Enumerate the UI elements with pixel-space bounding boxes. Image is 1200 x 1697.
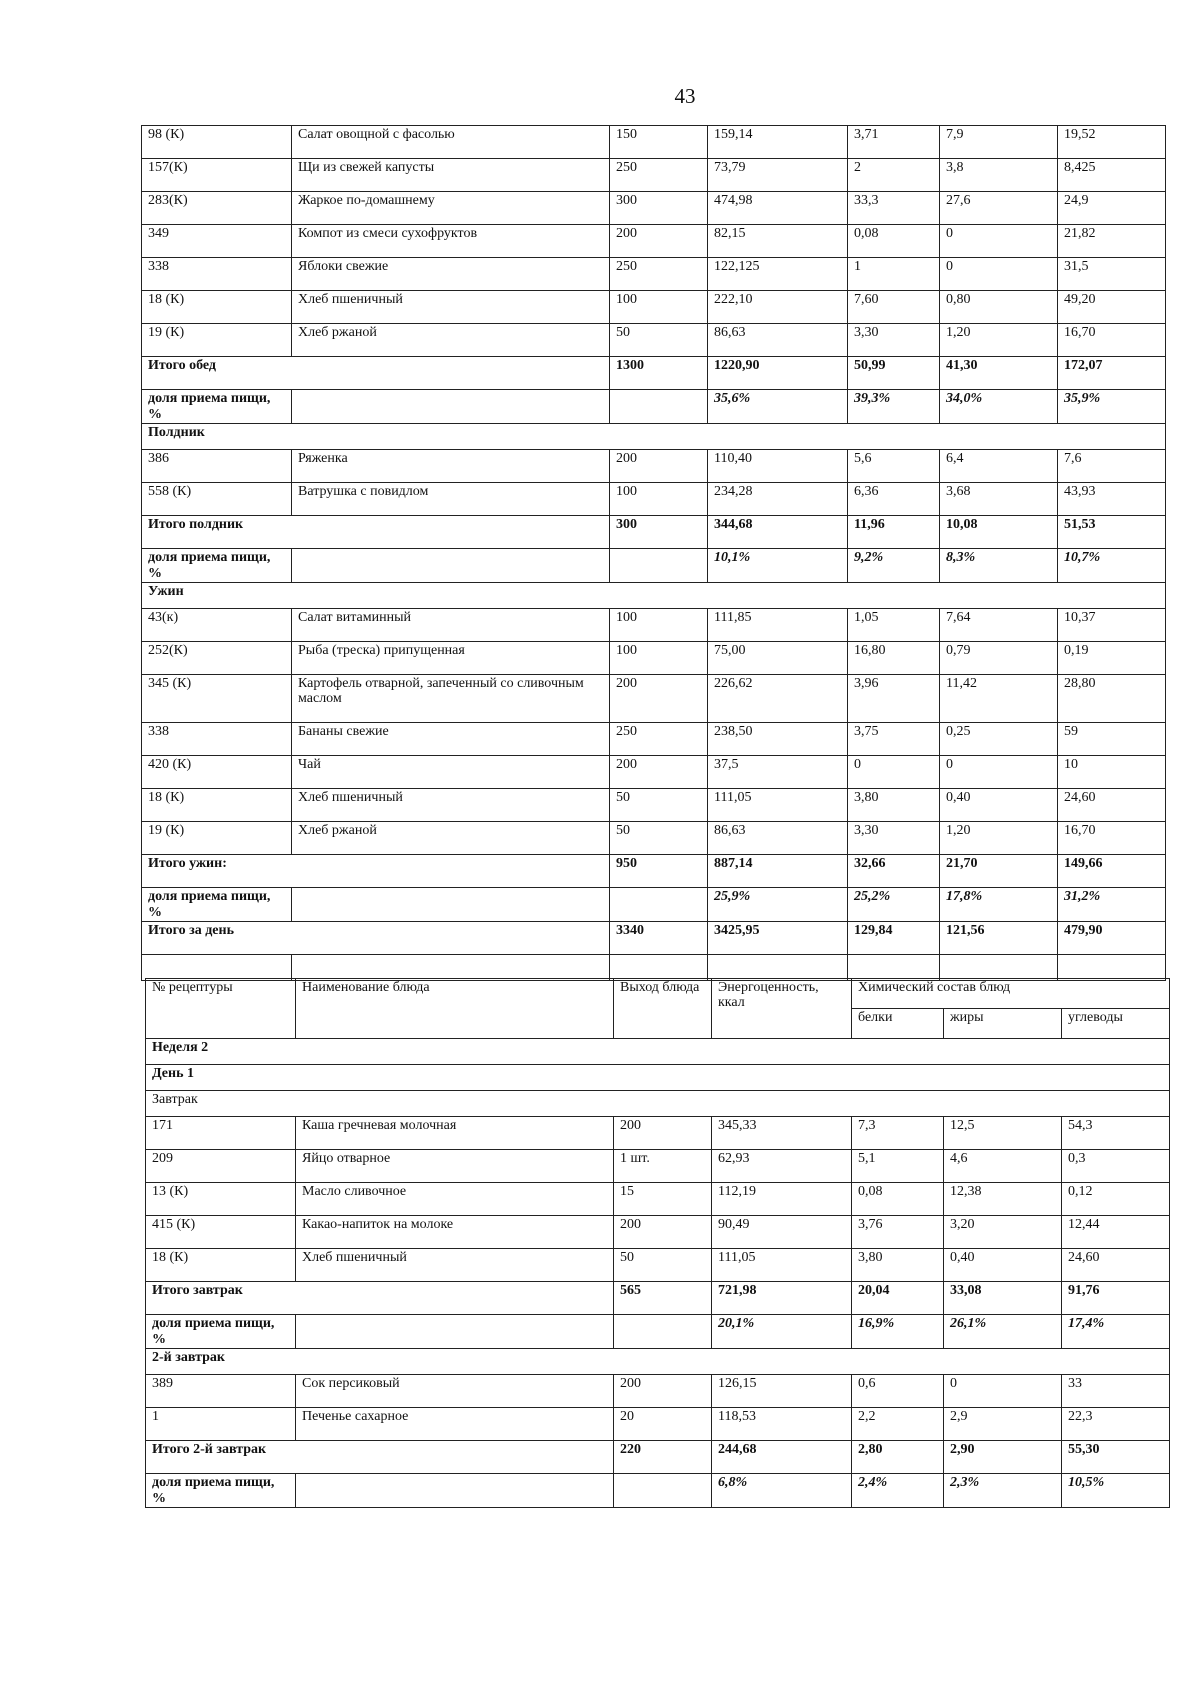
dish-weight: 250: [610, 723, 708, 756]
dish-fat: 0: [940, 258, 1058, 291]
dish-row: [142, 324, 1166, 357]
dish-weight: 100: [610, 609, 708, 642]
dish-protein: 6,36: [848, 483, 940, 516]
share-protein: 39,3%: [848, 390, 940, 424]
dish-energy: 111,85: [708, 609, 848, 642]
dish-weight: 100: [610, 483, 708, 516]
section-row: [146, 1039, 1170, 1065]
dish-carbs: 7,6: [1058, 450, 1166, 483]
share-carbs: 35,9%: [1058, 390, 1166, 424]
total-label: Итого полдник: [142, 516, 610, 549]
recipe-code: 338: [142, 723, 292, 756]
blank-cell: [708, 955, 848, 981]
dish-row: [142, 159, 1166, 192]
dish-row: [142, 483, 1166, 516]
dish-energy: 222,10: [708, 291, 848, 324]
header-name: Наименование блюда: [296, 979, 614, 1039]
total-row: [146, 1441, 1170, 1474]
share-carbs: 17,4%: [1062, 1315, 1170, 1349]
dish-name: Яйцо отварное: [296, 1150, 614, 1183]
dish-energy: 118,53: [712, 1408, 852, 1441]
dish-name: Ряженка: [292, 450, 610, 483]
share-protein: 16,9%: [852, 1315, 944, 1349]
dish-name: Бананы свежие: [292, 723, 610, 756]
dish-name: Хлеб ржаной: [292, 324, 610, 357]
total-fat: 2,90: [944, 1441, 1062, 1474]
dish-energy: 86,63: [708, 822, 848, 855]
dish-weight: 200: [610, 225, 708, 258]
total-energy: 3425,95: [708, 922, 848, 955]
dish-protein: 0,08: [848, 225, 940, 258]
dish-fat: 0,80: [940, 291, 1058, 324]
dish-carbs: 16,70: [1058, 324, 1166, 357]
section-row: [142, 583, 1166, 609]
recipe-code: 345 (К): [142, 675, 292, 723]
share-energy: 20,1%: [712, 1315, 852, 1349]
dish-name: Рыба (треска) припущенная: [292, 642, 610, 675]
dish-fat: 3,8: [940, 159, 1058, 192]
dish-fat: 4,6: [944, 1150, 1062, 1183]
share-energy: 6,8%: [712, 1474, 852, 1508]
dish-energy: 86,63: [708, 324, 848, 357]
recipe-code: 415 (К): [146, 1216, 296, 1249]
dish-energy: 474,98: [708, 192, 848, 225]
dish-name: Хлеб ржаной: [292, 822, 610, 855]
dish-protein: 5,6: [848, 450, 940, 483]
total-carbs: 479,90: [1058, 922, 1166, 955]
dish-fat: 0,40: [944, 1249, 1062, 1282]
dish-fat: 0,40: [940, 789, 1058, 822]
dish-carbs: 33: [1062, 1375, 1170, 1408]
dish-protein: 3,96: [848, 675, 940, 723]
menu-table-bottom: [145, 978, 1170, 1508]
recipe-code: 19 (К): [142, 822, 292, 855]
total-protein: 32,66: [848, 855, 940, 888]
total-energy: 1220,90: [708, 357, 848, 390]
dish-protein: 0,6: [852, 1375, 944, 1408]
dish-weight: 200: [610, 675, 708, 723]
total-weight: 300: [610, 516, 708, 549]
dish-energy: 345,33: [712, 1117, 852, 1150]
dish-row: [146, 1375, 1170, 1408]
dish-name: Картофель отварной, запеченный со сливочным маслом: [292, 675, 610, 723]
header-weight: Выход блюда: [614, 979, 712, 1039]
dish-weight: 20: [614, 1408, 712, 1441]
share-weight-empty: [610, 888, 708, 922]
share-weight-empty: [614, 1315, 712, 1349]
dish-carbs: 0,3: [1062, 1150, 1170, 1183]
dish-row: [146, 1408, 1170, 1441]
share-label: доля приема пищи, %: [146, 1315, 296, 1349]
dish-protein: 2: [848, 159, 940, 192]
total-row: [142, 516, 1166, 549]
total-label: Итого завтрак: [146, 1282, 614, 1315]
section-row: [146, 1349, 1170, 1375]
dish-fat: 3,20: [944, 1216, 1062, 1249]
dish-row: [146, 1216, 1170, 1249]
share-fat: 17,8%: [940, 888, 1058, 922]
total-carbs: 149,66: [1058, 855, 1166, 888]
total-label: Итого за день: [142, 922, 610, 955]
dish-weight: 100: [610, 642, 708, 675]
total-energy: 244,68: [712, 1441, 852, 1474]
menu-table-top: [141, 125, 1166, 981]
share-row: [142, 888, 1166, 922]
dish-protein: 1: [848, 258, 940, 291]
recipe-code: 157(К): [142, 159, 292, 192]
dish-carbs: 10,37: [1058, 609, 1166, 642]
total-protein: 20,04: [852, 1282, 944, 1315]
dish-protein: 3,30: [848, 324, 940, 357]
header-row: [146, 979, 1170, 1009]
dish-name: Хлеб пшеничный: [292, 291, 610, 324]
dish-fat: 12,5: [944, 1117, 1062, 1150]
share-weight-empty: [614, 1474, 712, 1508]
dish-carbs: 43,93: [1058, 483, 1166, 516]
dish-protein: 3,71: [848, 126, 940, 159]
dish-name: Какао-напиток на молоке: [296, 1216, 614, 1249]
dish-carbs: 19,52: [1058, 126, 1166, 159]
total-energy: 721,98: [712, 1282, 852, 1315]
dish-protein: 5,1: [852, 1150, 944, 1183]
share-empty: [296, 1315, 614, 1349]
recipe-code: 18 (К): [142, 291, 292, 324]
dish-carbs: 31,5: [1058, 258, 1166, 291]
dish-row: [142, 756, 1166, 789]
dish-weight: 150: [610, 126, 708, 159]
dish-weight: 300: [610, 192, 708, 225]
dish-row: [142, 450, 1166, 483]
dish-carbs: 0,19: [1058, 642, 1166, 675]
dish-fat: 0: [940, 756, 1058, 789]
dish-carbs: 54,3: [1062, 1117, 1170, 1150]
share-energy: 10,1%: [708, 549, 848, 583]
dish-carbs: 8,425: [1058, 159, 1166, 192]
dish-protein: 2,2: [852, 1408, 944, 1441]
total-weight: 3340: [610, 922, 708, 955]
blank-cell: [610, 955, 708, 981]
dish-carbs: 10: [1058, 756, 1166, 789]
dish-energy: 234,28: [708, 483, 848, 516]
share-carbs: 10,5%: [1062, 1474, 1170, 1508]
dish-weight: 50: [610, 789, 708, 822]
total-weight: 565: [614, 1282, 712, 1315]
dish-weight: 200: [614, 1375, 712, 1408]
dish-carbs: 24,60: [1062, 1249, 1170, 1282]
section-row: [146, 1065, 1170, 1091]
dish-row: [146, 1150, 1170, 1183]
share-label: доля приема пищи, %: [146, 1474, 296, 1508]
dish-protein: 3,80: [852, 1249, 944, 1282]
recipe-code: 98 (К): [142, 126, 292, 159]
dish-row: [142, 723, 1166, 756]
dish-fat: 7,9: [940, 126, 1058, 159]
total-carbs: 172,07: [1058, 357, 1166, 390]
dish-weight: 50: [610, 822, 708, 855]
share-row: [142, 390, 1166, 424]
dish-protein: 3,80: [848, 789, 940, 822]
share-row: [146, 1474, 1170, 1508]
dish-name: Ватрушка с повидлом: [292, 483, 610, 516]
dish-protein: 3,75: [848, 723, 940, 756]
dish-weight: 50: [614, 1249, 712, 1282]
recipe-code: 43(к): [142, 609, 292, 642]
dish-energy: 226,62: [708, 675, 848, 723]
total-protein: 2,80: [852, 1441, 944, 1474]
dish-weight: 200: [614, 1216, 712, 1249]
dish-energy: 112,19: [712, 1183, 852, 1216]
share-fat: 34,0%: [940, 390, 1058, 424]
recipe-code: 558 (К): [142, 483, 292, 516]
dish-name: Компот из смеси сухофруктов: [292, 225, 610, 258]
dish-protein: 0: [848, 756, 940, 789]
header-chem: Химический состав блюд: [852, 979, 1170, 1009]
dish-fat: 0,25: [940, 723, 1058, 756]
dish-weight: 200: [610, 756, 708, 789]
dish-carbs: 0,12: [1062, 1183, 1170, 1216]
dish-fat: 12,38: [944, 1183, 1062, 1216]
share-fat: 2,3%: [944, 1474, 1062, 1508]
total-label: Итого обед: [142, 357, 610, 390]
header-carbs: углеводы: [1062, 1009, 1170, 1039]
dish-energy: 37,5: [708, 756, 848, 789]
dish-carbs: 22,3: [1062, 1408, 1170, 1441]
share-fat: 26,1%: [944, 1315, 1062, 1349]
total-fat: 121,56: [940, 922, 1058, 955]
blank-row: [142, 955, 1166, 981]
dish-fat: 27,6: [940, 192, 1058, 225]
section-label: День 1: [146, 1065, 1170, 1091]
dish-name: Хлеб пшеничный: [296, 1249, 614, 1282]
dish-fat: 1,20: [940, 822, 1058, 855]
share-carbs: 10,7%: [1058, 549, 1166, 583]
total-label: Итого ужин:: [142, 855, 610, 888]
recipe-code: 13 (К): [146, 1183, 296, 1216]
dish-weight: 100: [610, 291, 708, 324]
dish-row: [146, 1249, 1170, 1282]
dish-weight: 250: [610, 258, 708, 291]
dish-carbs: 16,70: [1058, 822, 1166, 855]
recipe-code: 252(К): [142, 642, 292, 675]
total-fat: 21,70: [940, 855, 1058, 888]
dish-row: [142, 609, 1166, 642]
total-protein: 50,99: [848, 357, 940, 390]
total-fat: 33,08: [944, 1282, 1062, 1315]
recipe-code: 209: [146, 1150, 296, 1183]
total-carbs: 51,53: [1058, 516, 1166, 549]
dish-carbs: 21,82: [1058, 225, 1166, 258]
dish-energy: 126,15: [712, 1375, 852, 1408]
dish-weight: 200: [614, 1117, 712, 1150]
dish-name: Чай: [292, 756, 610, 789]
blank-cell: [142, 955, 292, 981]
total-row: [142, 855, 1166, 888]
dish-protein: 16,80: [848, 642, 940, 675]
dish-name: Сок персиковый: [296, 1375, 614, 1408]
share-empty: [292, 390, 610, 424]
dish-name: Салат витаминный: [292, 609, 610, 642]
dish-row: [142, 822, 1166, 855]
blank-cell: [848, 955, 940, 981]
dish-name: Салат овощной с фасолью: [292, 126, 610, 159]
recipe-code: 283(К): [142, 192, 292, 225]
recipe-code: 338: [142, 258, 292, 291]
dish-fat: 0: [940, 225, 1058, 258]
dish-energy: 110,40: [708, 450, 848, 483]
blank-cell: [1058, 955, 1166, 981]
recipe-code: 171: [146, 1117, 296, 1150]
dish-energy: 159,14: [708, 126, 848, 159]
dish-protein: 1,05: [848, 609, 940, 642]
recipe-code: 19 (К): [142, 324, 292, 357]
dish-weight: 250: [610, 159, 708, 192]
dish-row: [142, 789, 1166, 822]
header-code: № рецептуры: [146, 979, 296, 1039]
recipe-code: 420 (К): [142, 756, 292, 789]
total-protein: 11,96: [848, 516, 940, 549]
total-energy: 887,14: [708, 855, 848, 888]
share-label: доля приема пищи, %: [142, 549, 292, 583]
dish-name: Яблоки свежие: [292, 258, 610, 291]
dish-energy: 238,50: [708, 723, 848, 756]
dish-row: [142, 225, 1166, 258]
dish-weight: 200: [610, 450, 708, 483]
dish-protein: 3,76: [852, 1216, 944, 1249]
dish-energy: 111,05: [712, 1249, 852, 1282]
blank-cell: [940, 955, 1058, 981]
section-label: Ужин: [142, 583, 1166, 609]
dish-row: [142, 675, 1166, 723]
recipe-code: 349: [142, 225, 292, 258]
share-energy: 35,6%: [708, 390, 848, 424]
recipe-code: 18 (К): [146, 1249, 296, 1282]
share-row: [142, 549, 1166, 583]
dish-row: [142, 192, 1166, 225]
share-empty: [292, 549, 610, 583]
dish-energy: 111,05: [708, 789, 848, 822]
dish-row: [146, 1183, 1170, 1216]
dish-weight: 15: [614, 1183, 712, 1216]
total-carbs: 91,76: [1062, 1282, 1170, 1315]
dish-row: [142, 126, 1166, 159]
dish-fat: 3,68: [940, 483, 1058, 516]
share-weight-empty: [610, 390, 708, 424]
total-row: [142, 922, 1166, 955]
dish-row: [142, 291, 1166, 324]
dish-weight: 1 шт.: [614, 1150, 712, 1183]
recipe-code: 1: [146, 1408, 296, 1441]
dish-fat: 0: [944, 1375, 1062, 1408]
dish-protein: 3,30: [848, 822, 940, 855]
dish-fat: 11,42: [940, 675, 1058, 723]
dish-name: Печенье сахарное: [296, 1408, 614, 1441]
dish-protein: 7,60: [848, 291, 940, 324]
share-label: доля приема пищи, %: [142, 390, 292, 424]
dish-name: Жаркое по-домашнему: [292, 192, 610, 225]
dish-carbs: 24,9: [1058, 192, 1166, 225]
dish-energy: 82,15: [708, 225, 848, 258]
dish-fat: 7,64: [940, 609, 1058, 642]
dish-fat: 6,4: [940, 450, 1058, 483]
page-number: 43: [674, 84, 696, 108]
total-weight: 1300: [610, 357, 708, 390]
share-empty: [292, 888, 610, 922]
section-label: Полдник: [142, 424, 1166, 450]
share-carbs: 31,2%: [1058, 888, 1166, 922]
recipe-code: 18 (К): [142, 789, 292, 822]
dish-energy: 75,00: [708, 642, 848, 675]
dish-row: [142, 258, 1166, 291]
share-protein: 9,2%: [848, 549, 940, 583]
section-label: 2-й завтрак: [146, 1349, 1170, 1375]
dish-carbs: 24,60: [1058, 789, 1166, 822]
share-fat: 8,3%: [940, 549, 1058, 583]
total-label: Итого 2-й завтрак: [146, 1441, 614, 1474]
total-fat: 10,08: [940, 516, 1058, 549]
total-weight: 950: [610, 855, 708, 888]
total-row: [142, 357, 1166, 390]
section-row: [142, 424, 1166, 450]
recipe-code: 389: [146, 1375, 296, 1408]
dish-name: Щи из свежей капусты: [292, 159, 610, 192]
header-protein: белки: [852, 1009, 944, 1039]
section-row: [146, 1091, 1170, 1117]
dish-weight: 50: [610, 324, 708, 357]
dish-energy: 62,93: [712, 1150, 852, 1183]
dish-protein: 33,3: [848, 192, 940, 225]
dish-energy: 73,79: [708, 159, 848, 192]
dish-carbs: 12,44: [1062, 1216, 1170, 1249]
section-label: Неделя 2: [146, 1039, 1170, 1065]
total-row: [146, 1282, 1170, 1315]
total-weight: 220: [614, 1441, 712, 1474]
share-weight-empty: [610, 549, 708, 583]
share-empty: [296, 1474, 614, 1508]
header-energy: Энергоценность, ккал: [712, 979, 852, 1039]
dish-protein: 7,3: [852, 1117, 944, 1150]
section-label: Завтрак: [146, 1091, 1170, 1117]
dish-carbs: 49,20: [1058, 291, 1166, 324]
dish-fat: 2,9: [944, 1408, 1062, 1441]
header-fat: жиры: [944, 1009, 1062, 1039]
share-protein: 2,4%: [852, 1474, 944, 1508]
dish-carbs: 28,80: [1058, 675, 1166, 723]
dish-fat: 0,79: [940, 642, 1058, 675]
total-energy: 344,68: [708, 516, 848, 549]
dish-energy: 90,49: [712, 1216, 852, 1249]
dish-name: Хлеб пшеничный: [292, 789, 610, 822]
total-fat: 41,30: [940, 357, 1058, 390]
dish-energy: 122,125: [708, 258, 848, 291]
dish-name: Масло сливочное: [296, 1183, 614, 1216]
dish-row: [142, 642, 1166, 675]
dish-row: [146, 1117, 1170, 1150]
share-protein: 25,2%: [848, 888, 940, 922]
dish-name: Каша гречневая молочная: [296, 1117, 614, 1150]
recipe-code: 386: [142, 450, 292, 483]
dish-carbs: 59: [1058, 723, 1166, 756]
dish-fat: 1,20: [940, 324, 1058, 357]
total-protein: 129,84: [848, 922, 940, 955]
total-carbs: 55,30: [1062, 1441, 1170, 1474]
share-label: доля приема пищи, %: [142, 888, 292, 922]
share-row: [146, 1315, 1170, 1349]
blank-cell: [292, 955, 610, 981]
share-energy: 25,9%: [708, 888, 848, 922]
dish-protein: 0,08: [852, 1183, 944, 1216]
